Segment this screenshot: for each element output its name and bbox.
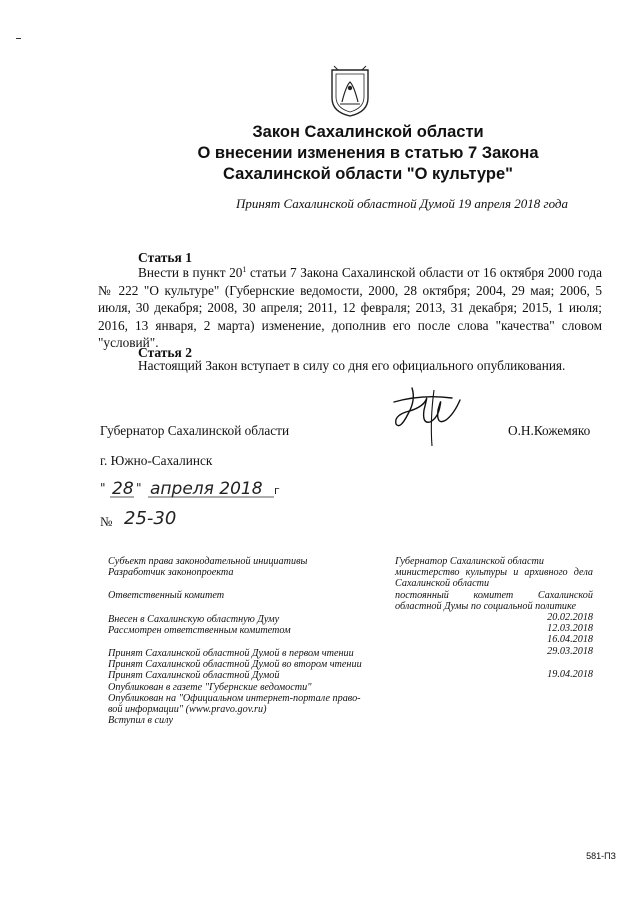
article-2-body: Настоящий Закон вступает в силу со дня его официального опубликования. xyxy=(138,358,566,373)
svg-text:": " xyxy=(136,481,142,495)
meta-date-empty xyxy=(395,657,593,669)
meta-date: 20.02.2018 xyxy=(547,612,593,624)
number-prefix: № xyxy=(100,514,113,529)
meta-label: Субъект права законодательной инициативы xyxy=(108,556,308,567)
meta-label: Принят Сахалинской областной Думой xyxy=(108,670,280,682)
meta-date: 29.03.2018 xyxy=(547,645,593,657)
signatory-name: О.Н.Кожемяко xyxy=(508,423,591,438)
margin-tick-mark xyxy=(16,38,21,39)
meta-date: 16.04.2018 xyxy=(547,634,593,646)
handwritten-date xyxy=(98,478,318,502)
meta-label: Разработчик законопроекта xyxy=(108,567,234,579)
date-year-suffix: г xyxy=(274,484,280,497)
article-1-sup: 1 xyxy=(242,265,247,274)
meta-date: 12.03.2018 xyxy=(547,623,593,635)
meta-label: Опубликован на "Официальном интернет-портале право- xyxy=(108,692,361,704)
meta-label xyxy=(108,602,378,614)
law-title-line-2: О внесении изменения в статью 7 Закона xyxy=(197,144,539,162)
adoption-note: Принят Сахалинской областной Думой 19 апреля 2018 года xyxy=(236,196,568,211)
meta-label: Опубликован в газете "Губернские ведомости" xyxy=(108,681,312,693)
meta-developer: министерство культуры и архивного дела Сахалинской области xyxy=(395,567,593,590)
meta-label: Рассмотрен ответственным комитетом xyxy=(108,624,291,636)
coat-of-arms-emblem xyxy=(328,64,372,118)
signing-city: г. Южно-Сахалинск xyxy=(100,453,213,468)
meta-committee: постоянный комитет Сахалинской областной Думы по социальной политике xyxy=(395,589,593,612)
legislative-history-labels xyxy=(108,556,378,726)
signatory-position: Губернатор Сахалинской области xyxy=(100,423,290,438)
meta-initiator: Губернатор Сахалинской области xyxy=(395,556,544,567)
article-1-text-a: Внести в пункт 20 xyxy=(138,265,243,280)
handwritten-number xyxy=(98,502,218,532)
meta-label: Ответственный комитет xyxy=(108,590,225,602)
handwritten-signature xyxy=(382,380,474,450)
article-1-heading: Статья 1 xyxy=(138,250,192,265)
meta-label: Вступил в силу xyxy=(108,715,173,727)
article-2-heading: Статья 2 xyxy=(138,345,192,360)
article-1-text-b: статьи 7 Закона Сахалинской области от 16 октября 2000 года № 222 "О культуре" (Губернские ведомости, 2000, 28 октября; 2004, 29 мая; 2006, 5 июля, 30 декабря; 2008, 30 апреля; 2011, 12 февраля; 2013, 31 декабря; 2015, 1 июля; 2016, 13 января, 2 марта) изменение, дополнив его после слова "качества" словом "условий". xyxy=(98,265,602,350)
meta-label xyxy=(108,636,378,648)
article-1-body xyxy=(98,264,602,352)
meta-label: Принят Сахалинской областной Думой во втором чтении xyxy=(108,659,362,671)
svg-text:": " xyxy=(100,481,106,495)
meta-label: Принят Сахалинской областной Думой в первом чтении xyxy=(108,648,354,660)
date-day: 28 xyxy=(112,479,134,499)
law-title-line-1: Закон Сахалинской области xyxy=(252,123,484,141)
meta-label: вой информации" (www.pravo.gov.ru) xyxy=(108,704,267,716)
date-month-year: апреля 2018 xyxy=(150,479,263,499)
meta-label: Внесен в Сахалинскую областную Думу xyxy=(108,613,280,625)
meta-date: 19.04.2018 xyxy=(547,668,593,680)
law-title-line-3: Сахалинской области "О культуре" xyxy=(223,165,513,183)
legislative-history-values xyxy=(395,556,593,680)
document-code: 581-ПЗ xyxy=(586,851,616,861)
law-number: 25-30 xyxy=(124,508,177,529)
meta-label xyxy=(108,578,378,590)
